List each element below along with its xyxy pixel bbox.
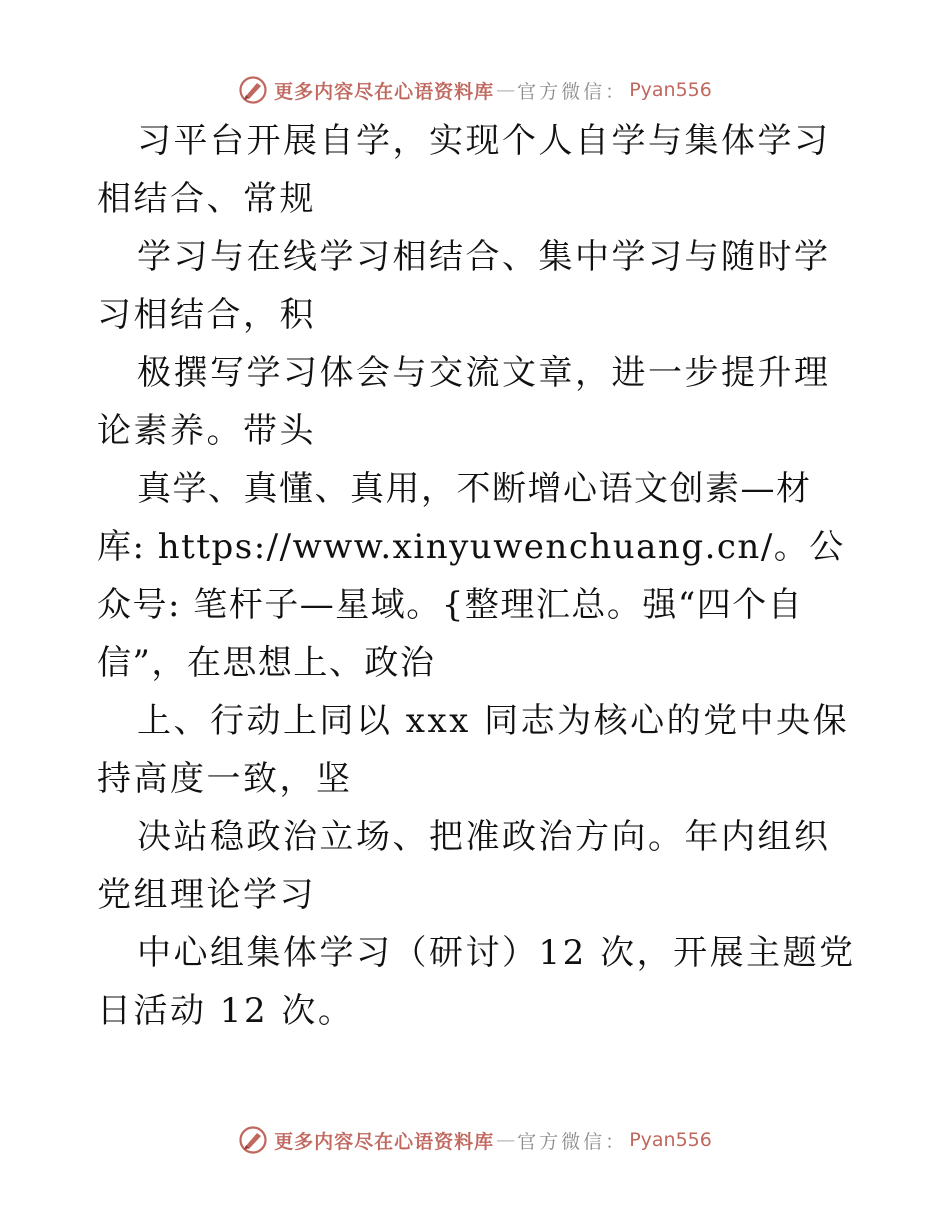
footer-watermark bbox=[0, 1120, 950, 1160]
paragraph: 极撰写学习体会与交流文章，进一步提升理论素养。带头 bbox=[97, 353, 831, 451]
watermark-main-text: 更多内容尽在心语资料库 bbox=[274, 80, 495, 103]
document-body bbox=[97, 112, 857, 1040]
paragraph: 真学、真懂、真用，不断增心语文创素—材库: https://www.xinyuwenchuang.cn/。公众号: 笔杆子—星域。{整理汇总。强“四个自信”，在思想上、政治 bbox=[97, 469, 845, 683]
paragraph: 决站稳政治立场、把准政治方向。年内组织党组理论学习 bbox=[97, 817, 831, 915]
header-watermark bbox=[0, 70, 950, 110]
watermark-dash: — bbox=[496, 1129, 516, 1151]
paragraph: 中心组集体学习（研讨）12 次，开展主题党日活动 12 次。 bbox=[97, 933, 856, 1031]
pen-logo-icon bbox=[238, 1125, 268, 1155]
paragraph: 习平台开展自学，实现个人自学与集体学习相结合、常规 bbox=[97, 121, 831, 219]
watermark-label: 官方微信： bbox=[517, 1130, 628, 1153]
paragraph: 上、行动上同以 xxx 同志为核心的党中央保持高度一致，坚 bbox=[97, 701, 850, 799]
paragraph: 学习与在线学习相结合、集中学习与随时学习相结合，积 bbox=[97, 237, 831, 335]
watermark-dash: — bbox=[496, 79, 516, 101]
watermark-wechat-id: Pyan556 bbox=[629, 1129, 712, 1151]
watermark-wechat-id: Pyan556 bbox=[629, 79, 712, 101]
watermark-main-text: 更多内容尽在心语资料库 bbox=[274, 1130, 495, 1153]
watermark-label: 官方微信： bbox=[517, 80, 628, 103]
pen-logo-icon bbox=[238, 75, 268, 105]
